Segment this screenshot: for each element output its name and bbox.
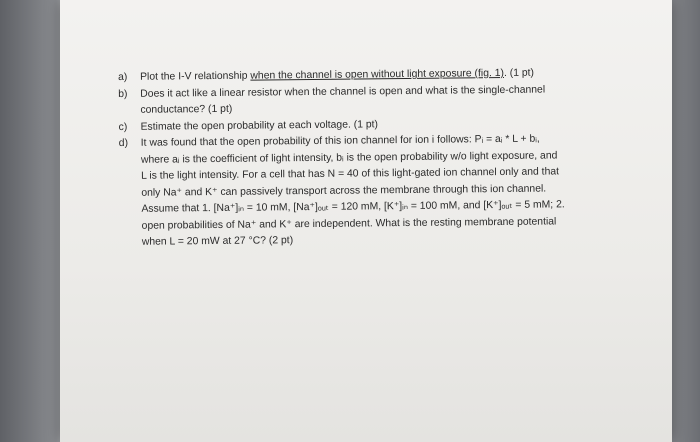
question-text-line: It was found that the open probability of this ion channel for ion i follows: Pᵢ = aᵢ * L + bᵢ, xyxy=(140,133,540,149)
question-list xyxy=(118,65,640,252)
question-text-line: Assume that 1. [Na⁺]ᵢₙ = 10 mM, [Na⁺]ₒᵤₜ = 120 mM, [K⁺]ᵢₙ = 100 mM, and [K⁺]ₒᵤₜ = 5 mM; 2. xyxy=(141,199,565,215)
question-text-line: where aᵢ is the coefficient of light intensity, bᵢ is the open probability w/o light exposure, and xyxy=(140,149,558,166)
question-text-line: when L = 20 mW at 27 °C? (2 pt) xyxy=(141,235,294,248)
question-d xyxy=(119,131,640,252)
question-b xyxy=(118,81,638,119)
question-label: a) xyxy=(118,71,128,83)
question-text-line: conductance? (1 pt) xyxy=(140,103,233,116)
question-text-line: only Na⁺ and K⁺ can passively transport across the membrane through this ion channel. xyxy=(141,183,547,199)
question-label: b) xyxy=(118,88,128,100)
paper-sheet xyxy=(60,0,672,442)
question-label: d) xyxy=(118,137,129,149)
question-text: Estimate the open probability at each voltage. (1 pt) xyxy=(140,118,379,133)
question-text-line: open probabilities of Na⁺ and K⁺ are independent. What is the resting membrane potential xyxy=(141,215,557,232)
question-text-line: Does it act like a linear resistor when the channel is open and what is the single-channel xyxy=(140,84,546,100)
question-label: c) xyxy=(118,121,128,133)
question-text-line: L is the light intensity. For a cell that has N = 40 of this light-gated ion channel only and that xyxy=(141,166,560,182)
question-text: . (1 pt) xyxy=(503,67,535,79)
question-text-underlined: when the channel is open without light exposure (fig. 1) xyxy=(250,67,505,82)
question-text: Plot the I-V relationship xyxy=(140,70,251,83)
